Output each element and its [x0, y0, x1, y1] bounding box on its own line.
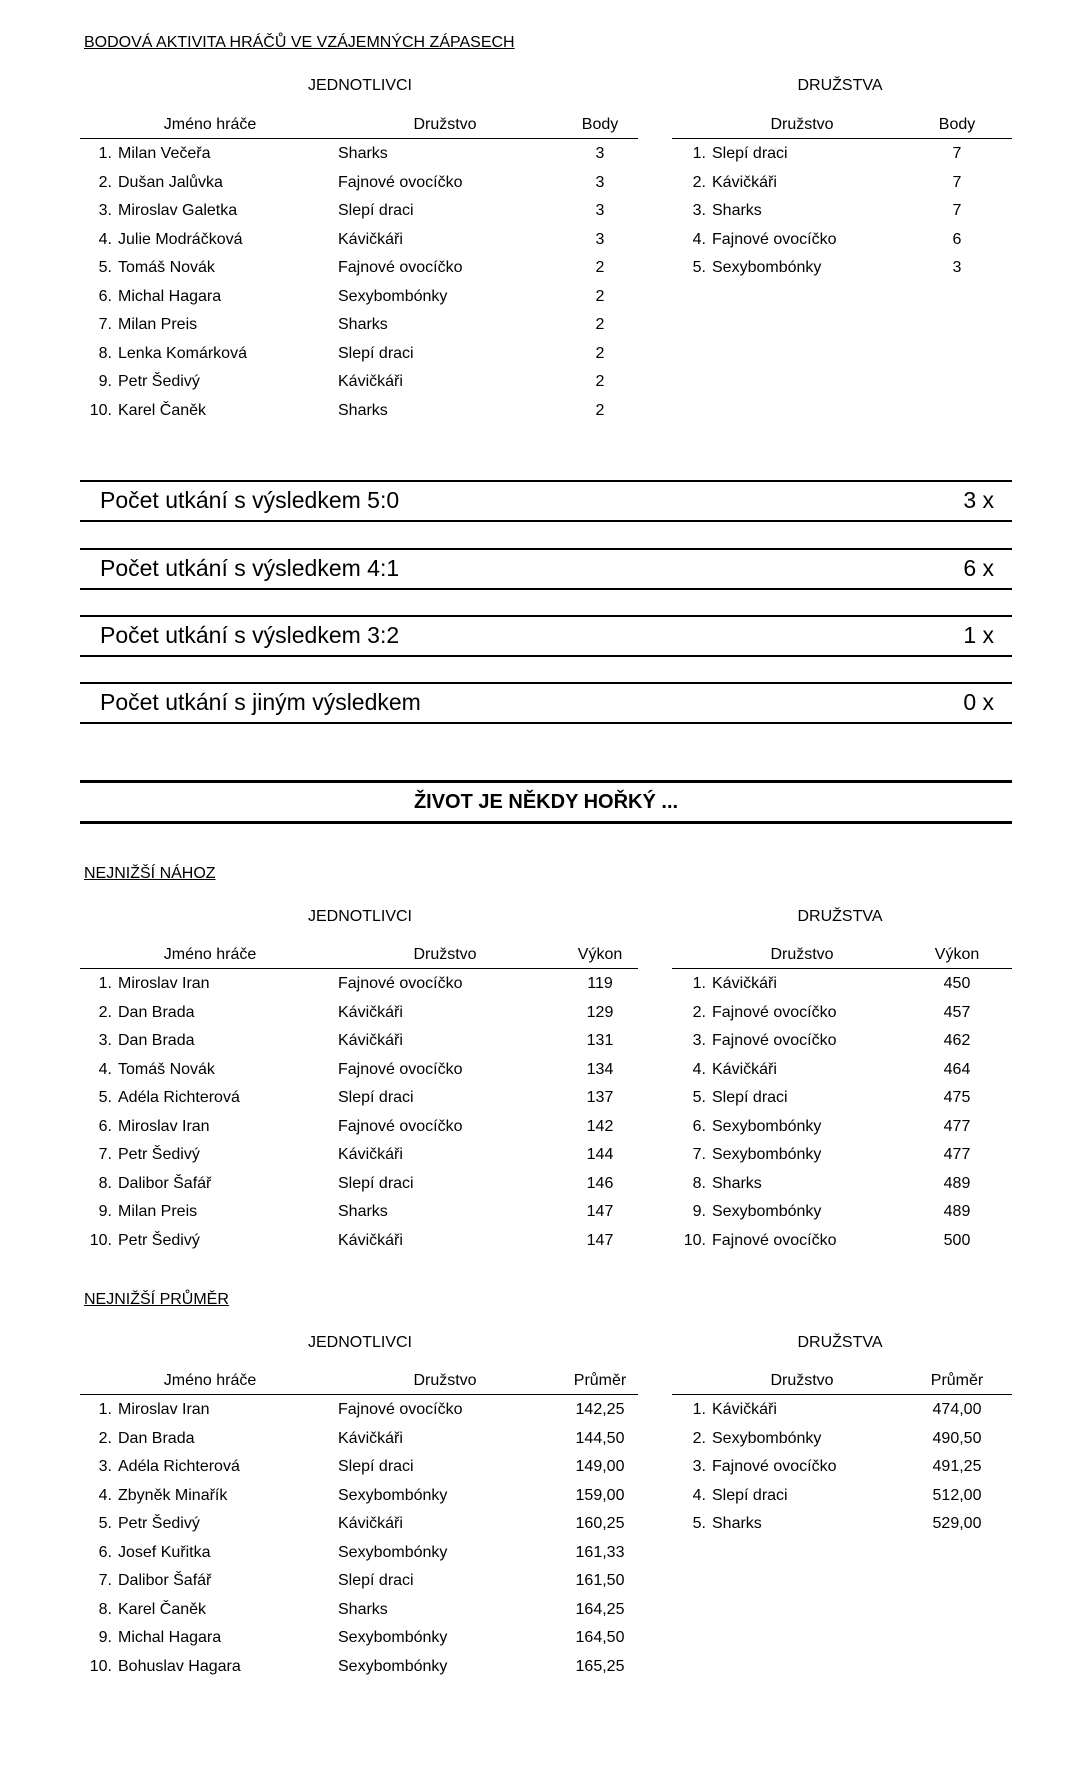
player-name-cell: Adéla Richterová — [118, 1089, 240, 1106]
player-name-cell: Miroslav Iran — [118, 1401, 210, 1418]
team-cell: Slepí draci — [338, 1174, 414, 1192]
table-row — [80, 1452, 638, 1481]
team-cell: Slepí draci — [338, 344, 414, 362]
value-cell: 2 — [595, 259, 605, 276]
rank-cell: 5. — [692, 259, 706, 276]
table-row — [80, 1395, 638, 1424]
table-row — [80, 396, 638, 425]
rank-cell: 10. — [683, 1231, 706, 1249]
table-row — [672, 1026, 1012, 1055]
table-row — [80, 1623, 638, 1652]
rank-cell: 3. — [98, 202, 112, 219]
player-name-cell: Dušan Jalůvka — [118, 173, 223, 191]
table-header — [80, 942, 638, 969]
rank-cell: 8. — [692, 1174, 706, 1192]
team-cell: Kávičkáři — [338, 1146, 403, 1163]
player-name-cell: Bohuslav Hagara — [118, 1657, 241, 1675]
team-cell: Sexybombónky — [712, 1117, 822, 1135]
individual-heading: JEDNOTLIVCI — [307, 908, 412, 925]
player-name-cell: Milan Preis — [118, 316, 198, 333]
player-name-cell: Dan Brada — [118, 1429, 195, 1447]
column-header: Jméno hráče — [163, 946, 257, 963]
value-cell: 144 — [586, 1146, 614, 1163]
rank-cell: 9. — [98, 1203, 112, 1220]
rank-cell: 2. — [98, 1429, 112, 1447]
team-cell: Sexybombónky — [338, 1543, 448, 1561]
value-cell: 2 — [595, 316, 605, 333]
player-name-cell: Josef Kuřitka — [118, 1543, 211, 1561]
column-header: Body — [581, 116, 619, 133]
value-cell: 165,25 — [575, 1657, 625, 1675]
team-cell: Sharks — [338, 1203, 388, 1220]
column-header: Družstvo — [770, 116, 834, 133]
table-row — [80, 367, 638, 396]
player-name-cell: Milan Preis — [118, 1203, 198, 1220]
value-cell: 161,50 — [575, 1572, 625, 1589]
individual-heading: JEDNOTLIVCI — [307, 77, 412, 94]
table-row — [80, 225, 638, 254]
team-cell: Fajnové ovocíčko — [712, 1032, 837, 1049]
table-row — [80, 1509, 638, 1538]
rank-cell: 9. — [692, 1203, 706, 1220]
team-cell: Fajnové ovocíčko — [338, 1401, 463, 1418]
value-cell: 149,00 — [575, 1458, 625, 1475]
value-cell: 462 — [943, 1032, 971, 1049]
value-cell: 3 — [595, 202, 605, 219]
table-header — [80, 112, 638, 139]
result-label: Počet utkání s jiným výsledkem — [100, 689, 421, 715]
rank-cell: 1. — [98, 145, 112, 162]
team-cell: Sharks — [712, 1174, 762, 1192]
table-row — [80, 339, 638, 368]
rank-cell: 6. — [98, 1543, 112, 1561]
team-cell: Kávičkáři — [338, 1515, 403, 1532]
table-teams-nahoz — [672, 942, 1012, 1254]
table-header — [672, 112, 1012, 139]
table-row — [672, 1424, 1012, 1453]
value-cell: 7 — [952, 145, 962, 162]
result-row — [80, 480, 1012, 522]
player-name-cell: Lenka Komárková — [118, 344, 247, 362]
rank-cell: 4. — [692, 1060, 706, 1078]
rank-cell: 4. — [692, 230, 706, 248]
rank-cell: 1. — [692, 145, 706, 162]
team-cell: Kávičkáři — [712, 1060, 777, 1078]
team-cell: Fajnové ovocíčko — [712, 1458, 837, 1475]
player-name-cell: Petr Šedivý — [118, 373, 200, 390]
rank-cell: 5. — [692, 1089, 706, 1106]
player-name-cell: Adéla Richterová — [118, 1458, 240, 1475]
result-row — [80, 682, 1012, 724]
teams-heading: DRUŽSTVA — [797, 908, 883, 925]
value-cell: 3 — [595, 145, 605, 162]
rank-cell: 8. — [98, 1174, 112, 1192]
value-cell: 490,50 — [932, 1429, 982, 1447]
table-row — [80, 1169, 638, 1198]
table-row — [80, 1566, 638, 1595]
rank-cell: 7. — [98, 1572, 112, 1589]
column-header: Výkon — [577, 946, 623, 963]
team-cell: Kávičkáři — [712, 975, 777, 992]
team-cell: Slepí draci — [338, 1572, 414, 1589]
table-row — [80, 1055, 638, 1084]
value-cell: 477 — [943, 1117, 971, 1135]
column-header: Průměr — [930, 1372, 984, 1389]
value-cell: 500 — [943, 1231, 971, 1249]
team-cell: Kávičkáři — [338, 1231, 403, 1249]
value-cell: 457 — [943, 1003, 971, 1021]
value-cell: 2 — [595, 373, 605, 390]
value-cell: 7 — [952, 202, 962, 219]
value-cell: 3 — [595, 230, 605, 248]
value-cell: 160,25 — [575, 1515, 625, 1532]
team-cell: Slepí draci — [712, 145, 788, 162]
team-cell: Sexybombónky — [712, 1429, 822, 1447]
team-cell: Kávičkáři — [338, 1003, 403, 1021]
rank-cell: 2. — [98, 1003, 112, 1021]
value-cell: 144,50 — [575, 1429, 625, 1447]
table-row — [672, 1395, 1012, 1424]
rank-cell: 10. — [89, 401, 112, 419]
table-individual-nahoz — [80, 942, 638, 1254]
player-name-cell: Karel Čaněk — [118, 401, 207, 419]
teams-heading: DRUŽSTVA — [797, 77, 883, 94]
rank-cell: 8. — [98, 1600, 112, 1618]
table-row — [80, 1026, 638, 1055]
value-cell: 2 — [595, 344, 605, 362]
player-name-cell: Miroslav Galetka — [118, 202, 238, 219]
table-row — [672, 1509, 1012, 1538]
rank-cell: 5. — [692, 1515, 706, 1532]
table-row — [80, 1197, 638, 1226]
rank-cell: 3. — [692, 1458, 706, 1475]
result-count: 0 x — [963, 689, 994, 715]
table-row — [672, 1140, 1012, 1169]
table-row — [672, 168, 1012, 197]
table-row — [672, 1197, 1012, 1226]
table-row — [80, 1481, 638, 1510]
table-row — [80, 1538, 638, 1567]
table-row — [672, 1055, 1012, 1084]
team-cell: Slepí draci — [338, 1089, 414, 1106]
player-name-cell: Michal Hagara — [118, 287, 222, 305]
result-count: 3 x — [963, 487, 994, 513]
rank-cell: 7. — [692, 1146, 706, 1163]
result-count: 6 x — [963, 555, 994, 581]
value-cell: 464 — [943, 1060, 971, 1078]
value-cell: 131 — [586, 1032, 614, 1049]
rank-cell: 3. — [692, 202, 706, 219]
player-name-cell: Dan Brada — [118, 1003, 195, 1021]
team-cell: Kávičkáři — [338, 373, 403, 390]
team-cell: Kávičkáři — [338, 230, 403, 248]
rank-cell: 4. — [692, 1486, 706, 1504]
player-name-cell: Petr Šedivý — [118, 1515, 200, 1532]
rank-cell: 3. — [98, 1032, 112, 1049]
value-cell: 164,25 — [575, 1600, 625, 1618]
table-row — [80, 1652, 638, 1681]
player-name-cell: Milan Večeřa — [118, 145, 211, 162]
team-cell: Fajnové ovocíčko — [338, 975, 463, 992]
table-row — [672, 969, 1012, 998]
value-cell: 164,50 — [575, 1629, 625, 1646]
team-cell: Slepí draci — [712, 1089, 788, 1106]
table-teams-bodova — [672, 112, 1012, 282]
team-cell: Fajnové ovocíčko — [712, 1231, 837, 1249]
rank-cell: 6. — [98, 287, 112, 305]
player-name-cell: Dan Brada — [118, 1032, 195, 1049]
value-cell: 142,25 — [575, 1401, 625, 1418]
team-cell: Fajnové ovocíčko — [712, 1003, 837, 1021]
rank-cell: 5. — [98, 1515, 112, 1532]
rank-cell: 4. — [98, 1486, 112, 1504]
teams-heading: DRUŽSTVA — [797, 1334, 883, 1351]
value-cell: 491,25 — [932, 1458, 982, 1475]
team-cell: Sharks — [712, 202, 762, 219]
team-cell: Sexybombónky — [338, 1657, 448, 1675]
table-row — [80, 1083, 638, 1112]
table-row — [672, 1226, 1012, 1255]
table-row — [672, 998, 1012, 1027]
column-header: Body — [938, 116, 976, 133]
team-cell: Sexybombónky — [338, 1486, 448, 1504]
value-cell: 512,00 — [932, 1486, 982, 1504]
table-row — [672, 1452, 1012, 1481]
team-cell: Sexybombónky — [712, 1203, 822, 1220]
rank-cell: 2. — [98, 173, 112, 191]
team-cell: Kávičkáři — [338, 1032, 403, 1049]
column-header: Průměr — [573, 1372, 627, 1389]
section-title-prumer: NEJNIŽŠÍ PRŮMĚR — [84, 1291, 229, 1308]
table-row — [80, 282, 638, 311]
table-individual-bodova — [80, 112, 638, 424]
result-row — [80, 615, 1012, 657]
table-row — [80, 139, 638, 168]
table-row — [672, 1481, 1012, 1510]
result-label: Počet utkání s výsledkem 3:2 — [100, 622, 400, 648]
team-cell: Kávičkáři — [712, 1401, 777, 1418]
rank-cell: 6. — [692, 1117, 706, 1135]
value-cell: 3 — [952, 259, 962, 276]
value-cell: 2 — [595, 401, 605, 419]
table-row — [80, 998, 638, 1027]
player-name-cell: Dalibor Šafář — [118, 1572, 212, 1589]
team-cell: Kávičkáři — [712, 173, 777, 191]
result-label: Počet utkání s výsledkem 5:0 — [100, 487, 400, 513]
player-name-cell: Miroslav Iran — [118, 1117, 210, 1135]
result-count: 1 x — [963, 622, 994, 648]
team-cell: Sexybombónky — [712, 1146, 822, 1163]
table-row — [672, 1169, 1012, 1198]
value-cell: 147 — [586, 1231, 614, 1249]
value-cell: 474,00 — [932, 1401, 982, 1418]
team-cell: Sexybombónky — [338, 287, 448, 305]
value-cell: 475 — [943, 1089, 971, 1106]
rank-cell: 7. — [98, 316, 112, 333]
rank-cell: 3. — [692, 1032, 706, 1049]
value-cell: 477 — [943, 1146, 971, 1163]
table-row — [672, 139, 1012, 168]
team-cell: Sharks — [338, 145, 388, 162]
rank-cell: 9. — [98, 1629, 112, 1646]
result-label: Počet utkání s výsledkem 4:1 — [100, 555, 400, 581]
value-cell: 129 — [586, 1003, 614, 1021]
table-row — [672, 225, 1012, 254]
rank-cell: 1. — [98, 975, 112, 992]
table-row — [80, 1595, 638, 1624]
rank-cell: 4. — [98, 230, 112, 248]
value-cell: 134 — [586, 1060, 614, 1078]
table-row — [672, 196, 1012, 225]
column-header: Družstvo — [413, 116, 477, 133]
team-cell: Kávičkáři — [338, 1429, 403, 1447]
value-cell: 137 — [586, 1089, 614, 1106]
value-cell: 489 — [943, 1203, 971, 1220]
team-cell: Sexybombónky — [338, 1629, 448, 1646]
rank-cell: 7. — [98, 1146, 112, 1163]
rank-cell: 2. — [692, 1003, 706, 1021]
value-cell: 161,33 — [575, 1543, 625, 1561]
player-name-cell: Petr Šedivý — [118, 1146, 200, 1163]
value-cell: 142 — [586, 1117, 614, 1135]
rank-cell: 8. — [98, 344, 112, 362]
table-row — [672, 1112, 1012, 1141]
player-name-cell: Tomáš Novák — [118, 259, 215, 276]
column-header: Výkon — [934, 946, 980, 963]
value-cell: 529,00 — [932, 1515, 982, 1532]
team-cell: Slepí draci — [712, 1486, 788, 1504]
value-cell: 450 — [943, 975, 971, 992]
team-cell: Fajnové ovocíčko — [338, 173, 463, 191]
player-name-cell: Miroslav Iran — [118, 975, 210, 992]
table-row — [80, 168, 638, 197]
rank-cell: 1. — [98, 1401, 112, 1418]
team-cell: Sharks — [338, 401, 388, 419]
value-cell: 119 — [587, 975, 613, 992]
column-header: Družstvo — [770, 946, 834, 963]
value-cell: 3 — [595, 173, 605, 191]
table-row — [80, 310, 638, 339]
table-row — [80, 969, 638, 998]
column-header: Jméno hráče — [163, 1372, 257, 1389]
table-header — [80, 1368, 638, 1395]
rank-cell: 5. — [98, 259, 112, 276]
rank-cell: 9. — [98, 373, 112, 390]
team-cell: Fajnové ovocíčko — [712, 230, 837, 248]
rank-cell: 1. — [692, 1401, 706, 1418]
value-cell: 159,00 — [575, 1486, 625, 1504]
table-row — [80, 196, 638, 225]
team-cell: Fajnové ovocíčko — [338, 1060, 463, 1078]
rank-cell: 6. — [98, 1117, 112, 1135]
team-cell: Fajnové ovocíčko — [338, 259, 463, 276]
section-title-nahoz: NEJNIŽŠÍ NÁHOZ — [84, 865, 216, 882]
column-header: Družstvo — [413, 1372, 477, 1389]
result-row — [80, 548, 1012, 590]
table-row — [672, 1083, 1012, 1112]
banner — [80, 780, 1012, 824]
team-cell: Sharks — [712, 1515, 762, 1532]
team-cell: Sexybombónky — [712, 259, 822, 276]
column-header: Družstvo — [770, 1372, 834, 1389]
rank-cell: 2. — [692, 1429, 706, 1447]
table-row — [672, 253, 1012, 282]
table-individual-prumer — [80, 1368, 638, 1680]
player-name-cell: Dalibor Šafář — [118, 1174, 212, 1192]
table-header — [672, 942, 1012, 969]
value-cell: 2 — [595, 287, 605, 305]
value-cell: 147 — [586, 1203, 614, 1220]
table-row — [80, 1140, 638, 1169]
table-row — [80, 1112, 638, 1141]
banner-text: ŽIVOT JE NĚKDY HOŘKÝ ... — [413, 791, 679, 813]
table-row — [80, 253, 638, 282]
rank-cell: 10. — [89, 1657, 112, 1675]
team-cell: Sharks — [338, 316, 388, 333]
player-name-cell: Michal Hagara — [118, 1629, 222, 1646]
team-cell: Slepí draci — [338, 202, 414, 219]
individual-heading: JEDNOTLIVCI — [307, 1334, 412, 1351]
table-row — [80, 1226, 638, 1255]
rank-cell: 2. — [692, 173, 706, 191]
rank-cell: 4. — [98, 1060, 112, 1078]
player-name-cell: Petr Šedivý — [118, 1231, 200, 1249]
player-name-cell: Zbyněk Minařík — [118, 1486, 228, 1504]
rank-cell: 1. — [692, 975, 706, 992]
table-header — [672, 1368, 1012, 1395]
table-row — [80, 1424, 638, 1453]
table-teams-prumer — [672, 1368, 1012, 1538]
team-cell: Sharks — [338, 1600, 388, 1618]
player-name-cell: Karel Čaněk — [118, 1600, 207, 1618]
rank-cell: 5. — [98, 1089, 112, 1106]
team-cell: Slepí draci — [338, 1458, 414, 1475]
value-cell: 7 — [952, 173, 962, 191]
rank-cell: 3. — [98, 1458, 112, 1475]
value-cell: 6 — [952, 230, 962, 248]
player-name-cell: Tomáš Novák — [118, 1060, 215, 1078]
section-title-bodova: BODOVÁ AKTIVITA HRÁČŮ VE VZÁJEMNÝCH ZÁPASECH — [84, 34, 515, 51]
rank-cell: 10. — [89, 1231, 112, 1249]
column-header: Družstvo — [413, 946, 477, 963]
column-header: Jméno hráče — [163, 116, 257, 133]
value-cell: 489 — [943, 1174, 971, 1192]
team-cell: Fajnové ovocíčko — [338, 1117, 463, 1135]
player-name-cell: Julie Modráčková — [118, 230, 243, 248]
value-cell: 146 — [586, 1174, 614, 1192]
